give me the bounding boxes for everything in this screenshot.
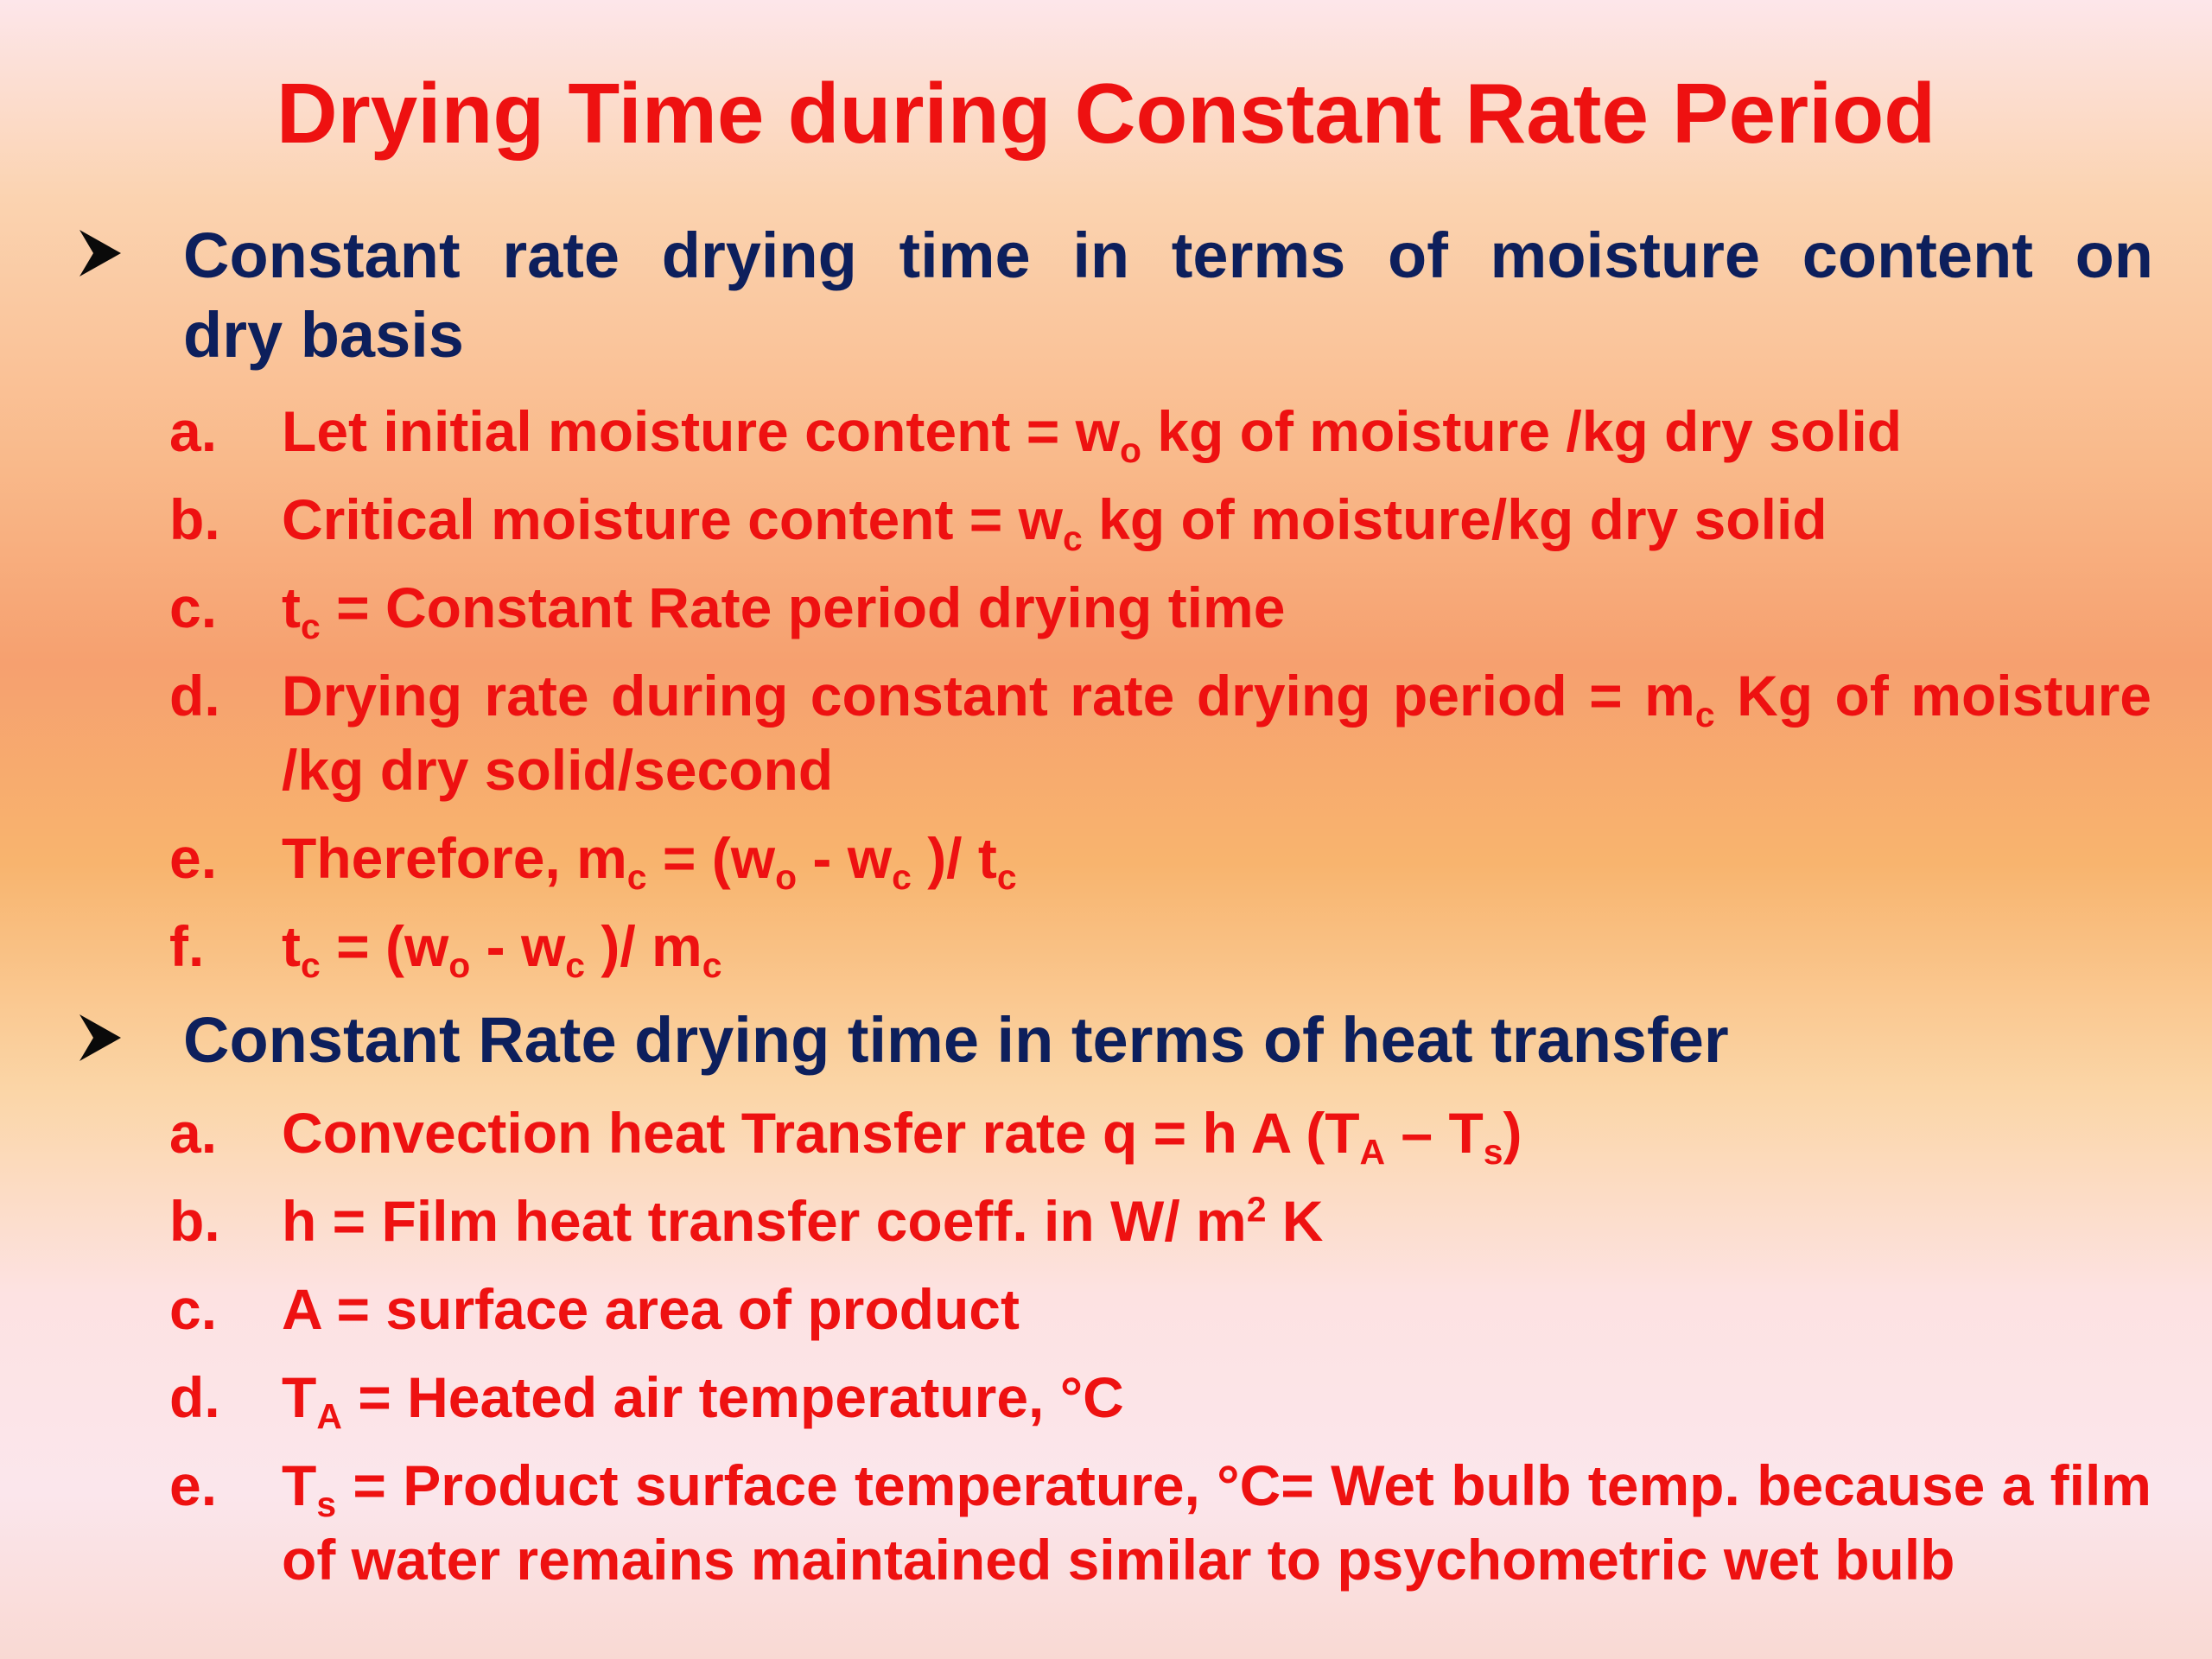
section-heading-line2 bbox=[183, 296, 2153, 375]
list-text: h = Film heat transfer coeff. in W/ $m^2$ K bbox=[282, 1189, 1324, 1253]
list-marker: b. bbox=[169, 1189, 220, 1253]
list-text: Drying rate during constant rate drying period = $m_c$ Kg of moisture /kg dry solid/second bbox=[282, 664, 2152, 802]
arrow-bullet-icon bbox=[74, 1007, 126, 1068]
list-text: Therefore, $m_c = (w_o - w_c$ )/ $t_c$ bbox=[282, 826, 1017, 898]
list-text: Let initial moisture content = $w_o$ kg of moisture /kg dry solid bbox=[282, 399, 1903, 471]
list-text: $T_s$ = Product surface temperature, °C= Wet bulb temp. because a film of water remains maintained similar to psychometric wet bulb bbox=[282, 1453, 2152, 1592]
section-heading-line1 bbox=[183, 216, 2153, 296]
section-heading-part: dry basis bbox=[183, 299, 464, 371]
list-text: Convection heat Transfer rate q = h A $(T_A - T_s)$ bbox=[282, 1101, 1522, 1173]
list-text: $T_A$ = Heated air temperature, °C bbox=[282, 1365, 1124, 1437]
slide-title: Drying Time during Constant Rate Period bbox=[276, 66, 1936, 161]
list-text: $t_c$ = Constant Rate period drying time bbox=[282, 575, 1286, 647]
list-marker: b. bbox=[169, 487, 220, 551]
list-marker: d. bbox=[169, 1365, 220, 1429]
arrow-bullet-icon bbox=[74, 223, 126, 283]
section-heading-part: Constant rate drying time in terms of moisture content on bbox=[183, 219, 2153, 291]
list-text: Critical moisture content = $w_c$ kg of moisture/kg dry solid bbox=[282, 487, 1827, 559]
list-marker: d. bbox=[169, 664, 220, 728]
list-marker: f. bbox=[169, 914, 205, 978]
list-text: A = surface area of product bbox=[282, 1277, 1020, 1341]
list-marker: a. bbox=[169, 399, 218, 463]
list-marker: e. bbox=[169, 1453, 218, 1517]
section-heading: Constant Rate drying time in terms of heat transfer bbox=[183, 1004, 1729, 1076]
list-marker: c. bbox=[169, 1277, 218, 1341]
list-marker: a. bbox=[169, 1101, 218, 1165]
list-text: $t_c = (w_o - w_c$ )/ $m_c$ bbox=[282, 914, 722, 986]
list-marker: c. bbox=[169, 575, 218, 639]
list-marker: e. bbox=[169, 826, 218, 890]
